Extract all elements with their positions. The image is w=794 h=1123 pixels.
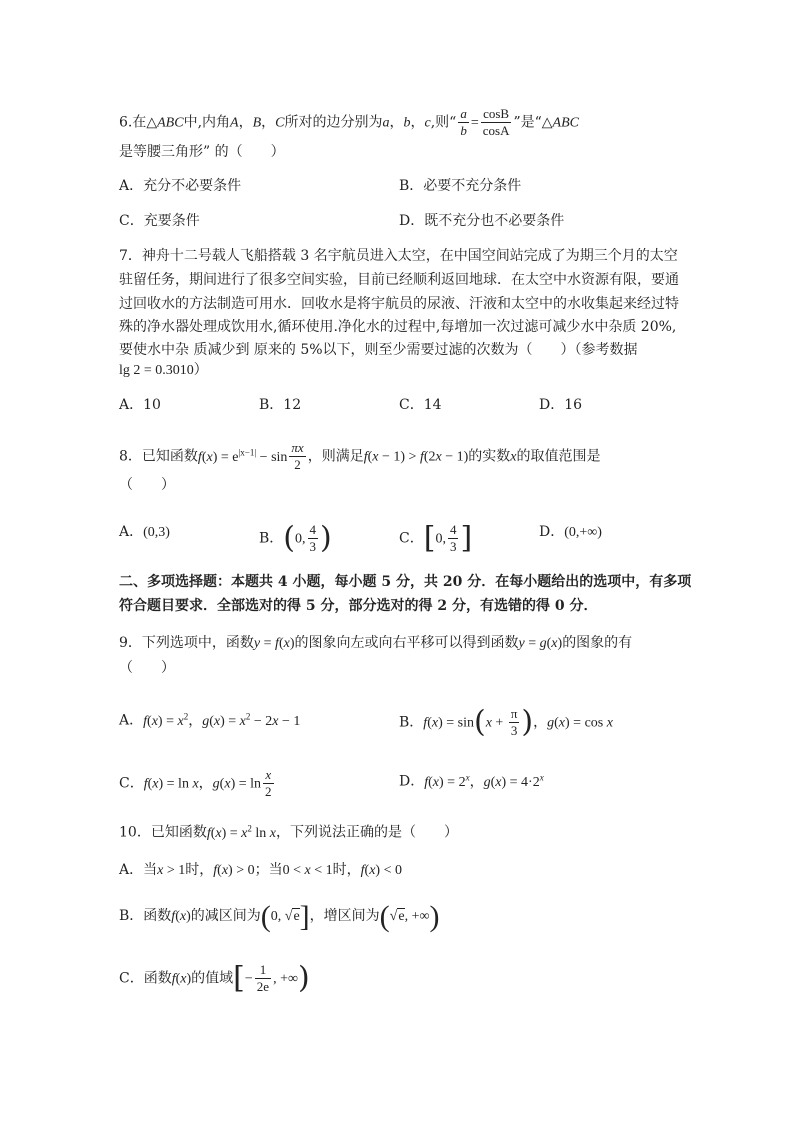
q10-option-a[interactable] <box>119 860 402 881</box>
q9-option-label: D． <box>399 773 425 790</box>
q6-text: ”是“△ <box>513 114 553 131</box>
q6-option-c[interactable]: C．充要条件 <box>119 213 200 229</box>
q8-option-label: D． <box>539 524 565 540</box>
q6-triangle: ABC <box>552 115 579 131</box>
q7-line5: 要使水中杂 质减少到 原来的 5%以下，则至少需要过滤的次数为（ ）（参考数据 <box>119 342 638 358</box>
q9-option-label: B． <box>399 714 424 731</box>
q9-option-a-formula: $f(x) = x^2$，$g(x) = x^2 - 2x - 1$ <box>143 711 301 729</box>
q9-y-gx: y = g(x) <box>518 636 563 651</box>
q8-var-x: x <box>510 449 517 465</box>
right-paren: ) <box>521 704 534 740</box>
q9-option-b[interactable] <box>399 706 613 739</box>
q9-text: 的图象的有 <box>562 635 633 651</box>
q6-triangle: ABC <box>157 115 184 131</box>
q6-fraction-a-b <box>458 106 469 139</box>
q9-option-c-formula: f(x) = ln x，g(x) = ln <box>143 776 262 792</box>
q7-line3: 过回收水的方法制造可用水．回收水是将宇航员的尿液、汗液和太空中的水收集起来经过特 <box>119 296 679 312</box>
q7-line2: 驻留任务，期间进行了很多空间实验，目前已经顺利返回地球．在太空中水资源有限，要通 <box>119 272 679 288</box>
q9-option-d-formula: $f(x) = 2^x$，$g(x) = 4\cdot 2^x$ <box>424 772 544 790</box>
q6-var: A <box>230 115 239 131</box>
q9-option-d[interactable] <box>399 767 544 793</box>
q8-frac-pix-2 <box>289 440 305 473</box>
q6-text: 中,内角 <box>183 114 231 131</box>
q8-option-a[interactable] <box>119 522 170 543</box>
q9-frac-num: x <box>263 767 274 784</box>
q6-frac-den: cosA <box>482 123 510 138</box>
q6-var: c <box>424 115 431 131</box>
q8-frac-den: 3 <box>309 539 317 554</box>
q10-text: B．函数 <box>119 908 172 924</box>
q10-frac-num: 1 <box>255 962 271 979</box>
right-paren: ) <box>320 520 332 556</box>
q10-frac-den: 2e <box>256 979 270 994</box>
q6-text: ,则“ <box>430 114 457 131</box>
q9-frac-pi-3 <box>509 706 520 739</box>
q9-option-label: A． <box>119 712 144 729</box>
q9-option-b-formula-end: ，g(x) = cos x <box>533 715 613 731</box>
q8-text: 的实数 <box>468 448 511 465</box>
q7-line6: lg 2 = 0.3010） <box>119 363 208 378</box>
q10-frac-1-2e <box>255 962 271 995</box>
q8-frac-num: 4 <box>449 522 457 537</box>
right-bracket: ] <box>460 520 473 556</box>
q9-y-fx: y = f(x) <box>253 636 295 651</box>
q9-text: 的图象向左或向右平移可以得到函数 <box>294 635 519 651</box>
q8-zero: 0, <box>435 531 446 547</box>
q9-plus: + <box>491 715 507 731</box>
q10-text: C．函数 <box>119 970 172 987</box>
q10-text: 的值域 <box>191 970 234 987</box>
q6-frac-num: a <box>460 106 467 121</box>
q8-text: 的取值范围是 <box>516 448 601 465</box>
q6-var: a <box>382 115 390 131</box>
q6-line2: 是等腰三角形” 的（ ） <box>119 144 285 160</box>
q6-text: ， <box>261 114 276 131</box>
q9-option-label: C． <box>119 775 144 792</box>
q10-range-end: , +∞ <box>273 971 298 987</box>
q10-function-def: $f(x) = x^2$ ln x <box>206 823 276 841</box>
q7-option-b[interactable]: B．12 <box>259 397 302 413</box>
q6-text: ， <box>389 114 404 131</box>
q7-line4: 殊的净水器处理成饮用水,循环使用.净化水的过程中,每增加一次过滤可减少水中杂质 20%, <box>119 319 677 335</box>
q6-text: ， <box>410 114 425 131</box>
q10-option-c[interactable] <box>119 962 310 995</box>
q9-line2: （ ） <box>119 660 175 676</box>
q8-option-d[interactable] <box>539 522 602 543</box>
right-paren: ) <box>297 960 310 996</box>
q9-line1 <box>119 633 632 654</box>
q6-var: B <box>252 115 262 131</box>
q9-frac-den: 2 <box>265 784 272 799</box>
q8-option-label: C． <box>399 530 424 547</box>
q8-option-value: (0,3) <box>143 525 170 540</box>
q10-fx: f(x) <box>171 971 192 987</box>
q10-text: ，下列说法正确的是（ ） <box>276 824 458 841</box>
q6-frac-den: b <box>460 123 467 138</box>
q10-minus: − <box>244 971 253 987</box>
q6-line1 <box>119 106 579 139</box>
q10-text: 的减区间为 <box>190 908 261 924</box>
q9-option-a[interactable] <box>119 706 300 732</box>
q10-text: A．当 <box>119 862 158 878</box>
q6-text: ， <box>238 114 253 131</box>
left-bracket: [ <box>233 960 245 996</box>
q6-frac-num: cosB <box>481 106 512 123</box>
q8-frac-den: 2 <box>294 457 301 472</box>
section2-heading-line1: 二、多项选择题：本题共 4 小题，每小题 5 分，共 20 分．在每小题给出的选项中，有多项 <box>119 574 692 590</box>
q8-inequality: f(x − 1) > f(2x − 1) <box>363 449 469 465</box>
q8-frac-4-3 <box>448 522 459 555</box>
q9-text: 9．下列选项中，函数 <box>119 635 254 651</box>
q10-text: ，增区间为 <box>309 908 380 924</box>
q10-line1 <box>119 818 458 844</box>
q6-text: 6.在△ <box>119 114 158 131</box>
q10-option-b[interactable] <box>119 899 440 933</box>
q7-line1: 7．神舟十二号载人飞船搭载 3 名宇航员进入太空，在中国空间站完成了为期三个月的太空 <box>119 248 678 264</box>
left-paren: ( <box>283 520 296 556</box>
q8-function-def: $f(x) = e^{|x-1|} - \sin$ <box>197 446 288 465</box>
q6-text: 所对的边分别为 <box>284 114 383 131</box>
q10-res1: f(x) > 0 <box>213 863 255 878</box>
q10-cond1: x > 1 <box>157 863 186 878</box>
q8-option-value: (0,+∞) <box>564 525 602 540</box>
q8-zero: 0, <box>295 531 306 547</box>
q8-frac-num: πx <box>291 440 304 455</box>
q10-decreasing-interval: (0, √e] <box>260 899 310 933</box>
q9-option-b-formula-start: f(x) = sin <box>423 715 474 731</box>
q8-frac-4-3 <box>308 522 319 555</box>
q10-text: ；当 <box>254 862 283 878</box>
q6-fraction-cos <box>481 106 512 139</box>
q10-fx: f(x) <box>171 909 191 924</box>
q6-var: b <box>403 115 411 131</box>
q8-option-label: B． <box>259 530 284 547</box>
q7-option-d[interactable]: D．16 <box>539 397 583 413</box>
q9-var-x: x <box>485 715 492 731</box>
q8-text: ，则满足 <box>307 448 364 465</box>
q9-frac-x-2 <box>263 767 274 800</box>
q6-option-d[interactable]: D．既不充分也不必要条件 <box>399 213 565 229</box>
q8-frac-num: 4 <box>309 522 317 537</box>
left-bracket: [ <box>423 520 436 556</box>
q10-increasing-interval: (√e, +∞) <box>379 899 440 933</box>
q6-option-a[interactable]: A．充分不必要条件 <box>119 178 242 194</box>
q8-option-label: A． <box>119 524 144 540</box>
q6-option-b[interactable]: B．必要不充分条件 <box>399 178 522 194</box>
q6-var: C <box>275 115 285 131</box>
section2-heading-line2: 符合题目要求．全部选对的得 5 分，部分选对的得 2 分，有选错的得 0 分． <box>119 598 598 614</box>
q10-text: 时， <box>185 862 214 878</box>
q8-option-c[interactable] <box>399 522 472 555</box>
q8-line2: （ ） <box>119 477 175 493</box>
q9-frac-num: π <box>510 706 518 721</box>
q9-option-c[interactable] <box>119 767 276 800</box>
q9-frac-den: 3 <box>510 723 518 738</box>
q10-text: 时， <box>332 862 361 878</box>
q7-option-c[interactable]: C．14 <box>399 397 442 413</box>
q10-text: 10．已知函数 <box>119 824 207 841</box>
q10-res2: f(x) < 0 <box>360 863 402 878</box>
left-paren: ( <box>473 704 486 740</box>
q8-option-b[interactable] <box>259 522 332 555</box>
q6-equals: = <box>470 115 479 131</box>
q10-cond2: 0 < x < 1 <box>282 863 333 878</box>
q8-line1 <box>119 440 601 473</box>
q7-option-a[interactable]: A．10 <box>119 397 161 413</box>
q8-frac-den: 3 <box>449 539 457 554</box>
q8-text: 8．已知函数 <box>119 448 198 465</box>
